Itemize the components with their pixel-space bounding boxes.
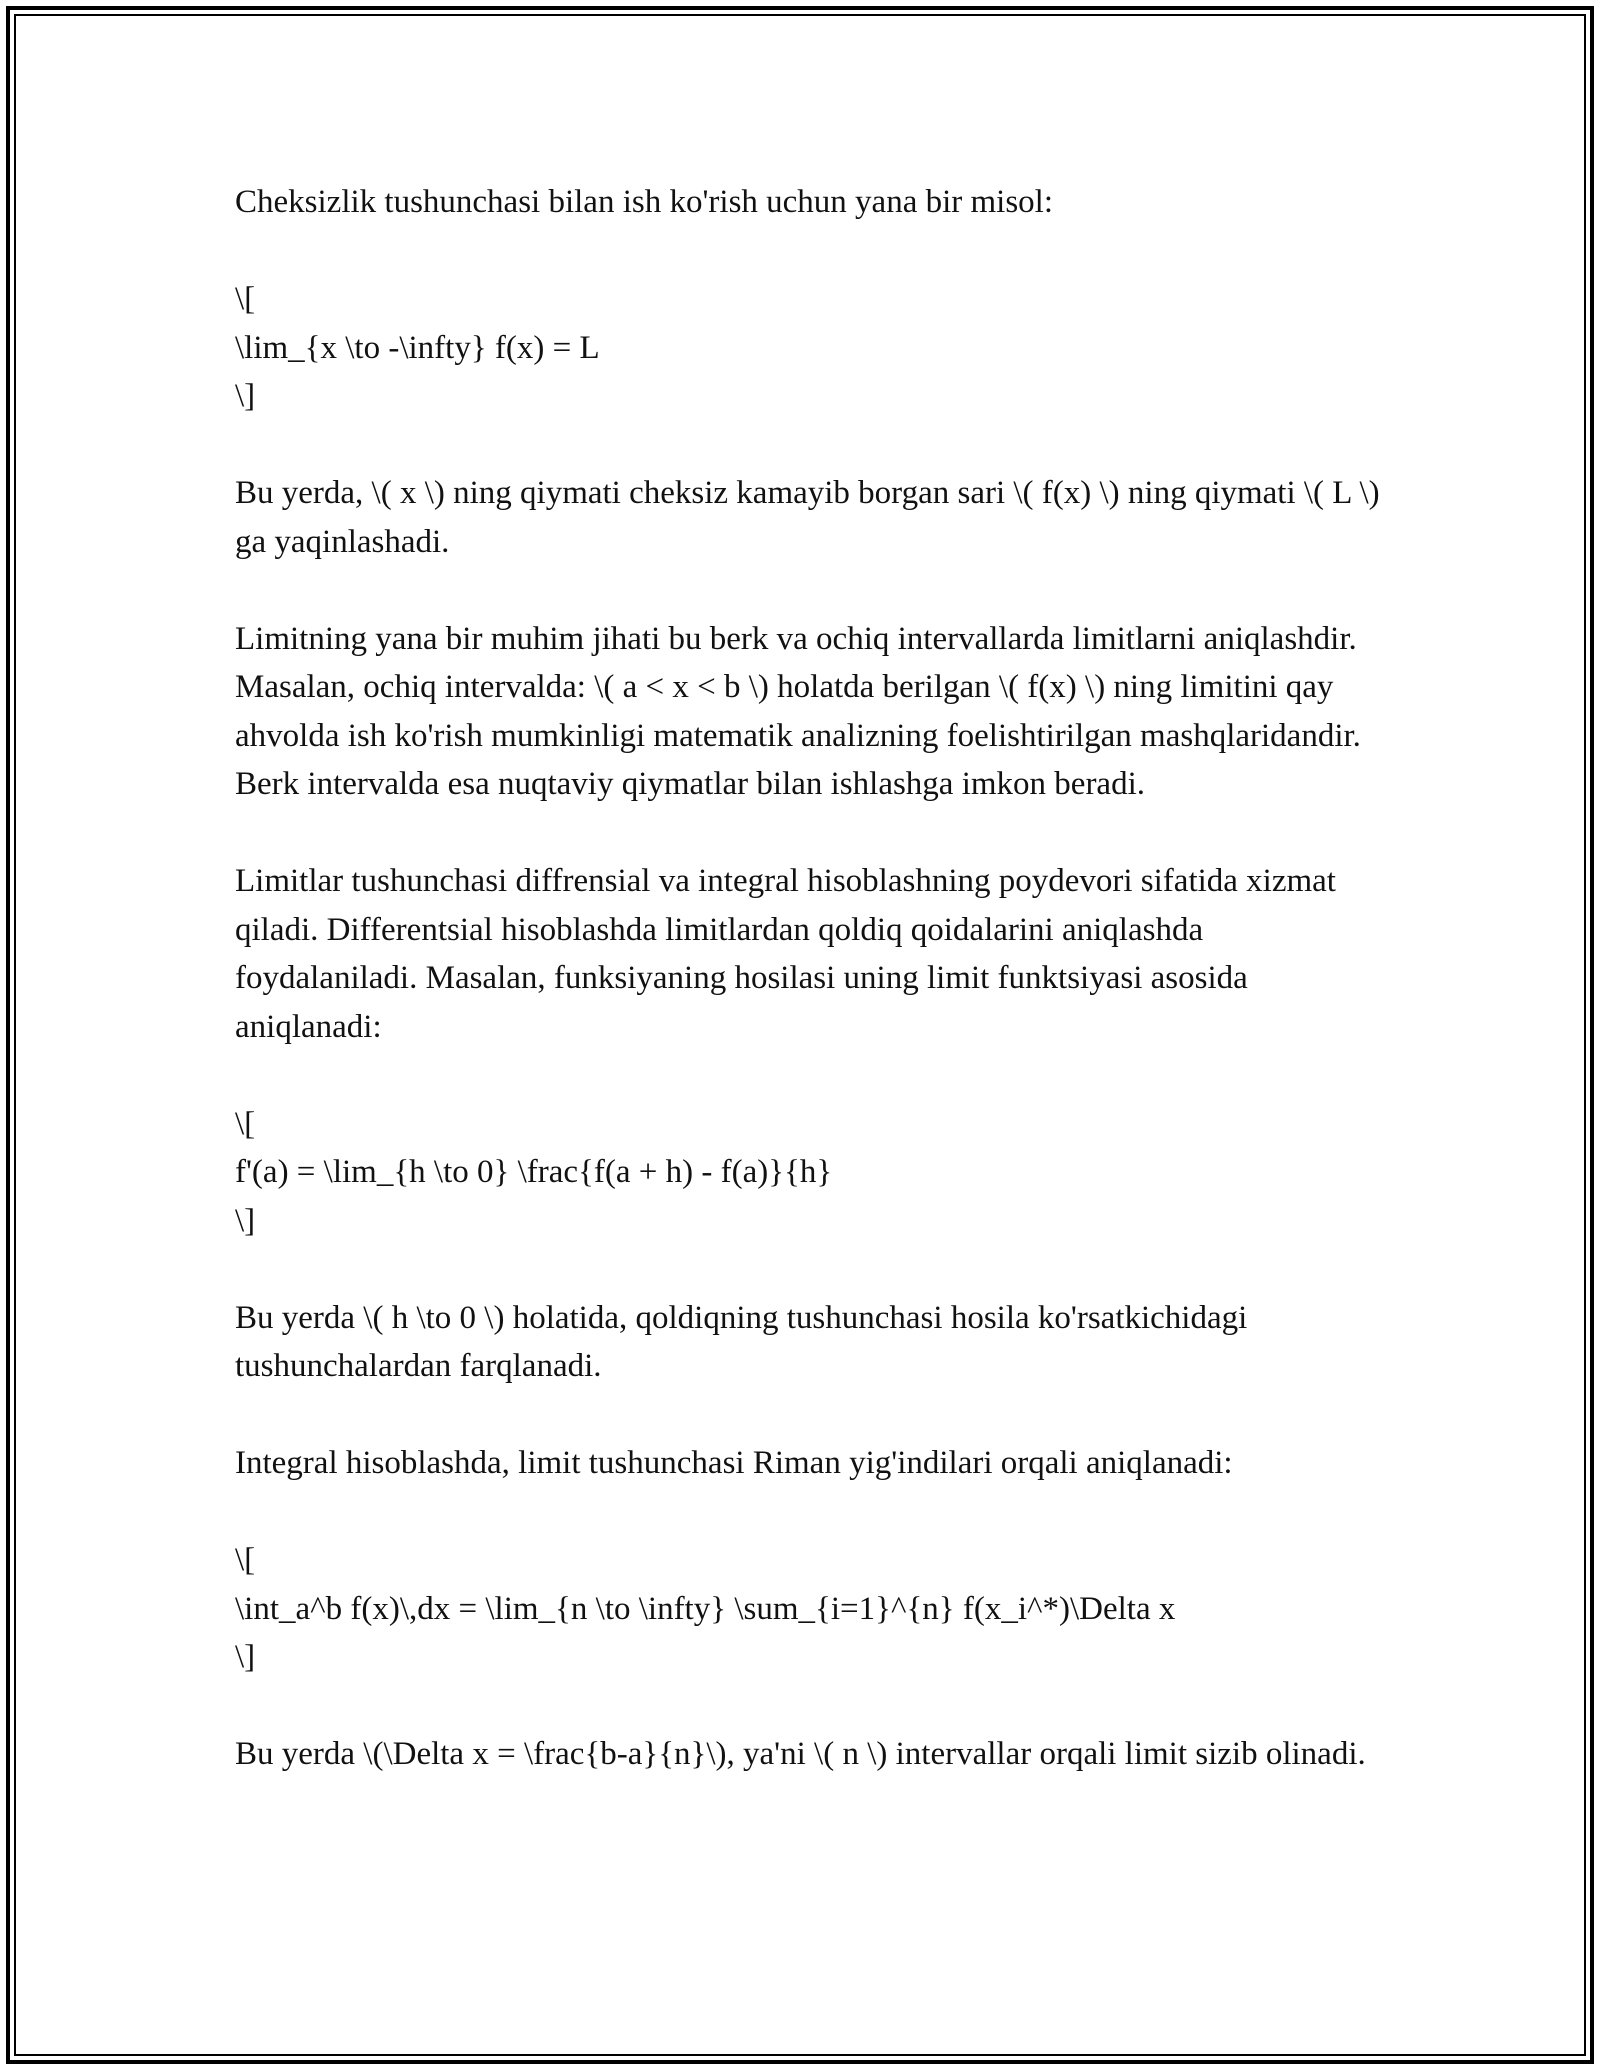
formula-limit-neg-infinity: [235, 275, 1385, 421]
formula-line: f'(a) = \lim_{h \to 0} \frac{f(a + h) - f(a)}{h}: [235, 1154, 833, 1190]
paragraph-derivative-explanation: Bu yerda \( h \to 0 \) holatida, qoldiqning tushunchasi hosila ko'rsatkichidagi tushunchalardan farqlanadi.: [235, 1299, 1248, 1384]
formula-riemann-integral: [235, 1536, 1385, 1682]
formula-line: \[: [235, 281, 256, 317]
paragraph-differential: Limitlar tushunchasi diffrensial va integral hisoblashning poydevori sifatida xizmat qiladi. Differentsial hisoblashda limitlardan qoldiq qoidalarini aniqlashda foydalaniladi. Masalan, funksiyaning hosilasi uning limit funktsiyasi asosida aniqlanadi:: [235, 863, 1336, 1045]
formula-line: \[: [235, 1542, 256, 1578]
paragraph-integral-intro: Integral hisoblashda, limit tushunchasi Riman yig'indilari orqali aniqlanadi:: [235, 1445, 1233, 1481]
formula-line: \]: [235, 1202, 256, 1239]
formula-line: \]: [235, 1639, 256, 1675]
formula-line: \int_a^b f(x)\,dx = \lim_{n \to \infty} \sum_{i=1}^{n} f(x_i^*)\Delta x: [235, 1590, 1176, 1627]
paragraph-riemann-explanation: Bu yerda \(\Delta x = \frac{b-a}{n}\), ya'ni \( n \) intervallar orqali limit sizib olinadi.: [235, 1736, 1366, 1772]
paragraph-explanation-limit: Bu yerda, \( x \) ning qiymati cheksiz kamayib borgan sari \( f(x) \) ning qiymati \( L \) ga yaqinlashadi.: [235, 475, 1380, 560]
formula-line: \lim_{x \to -\infty} f(x) = L: [235, 329, 600, 366]
formula-line: \[: [235, 1105, 256, 1142]
formula-line: \]: [235, 378, 256, 414]
paragraph-intro: Cheksizlik tushunchasi bilan ish ko'rish uchun yana bir misol:: [235, 184, 1054, 220]
formula-derivative: [235, 1100, 1385, 1246]
paragraph-intervals: Limitning yana bir muhim jihati bu berk va ochiq intervallarda limitlarni aniqlashdir. Masalan, ochiq intervalda: \( a < x < b \) holatda berilgan \( f(x) \) ning limitini qay ahvolda ish ko'rish mumkinligi matematik analizning foelishtirilgan mashqlaridandir. Berk intervalda esa nuqtaviy qiymatlar bilan ishlashga imkon beradi.: [235, 620, 1361, 802]
document-body: [235, 178, 1385, 1827]
